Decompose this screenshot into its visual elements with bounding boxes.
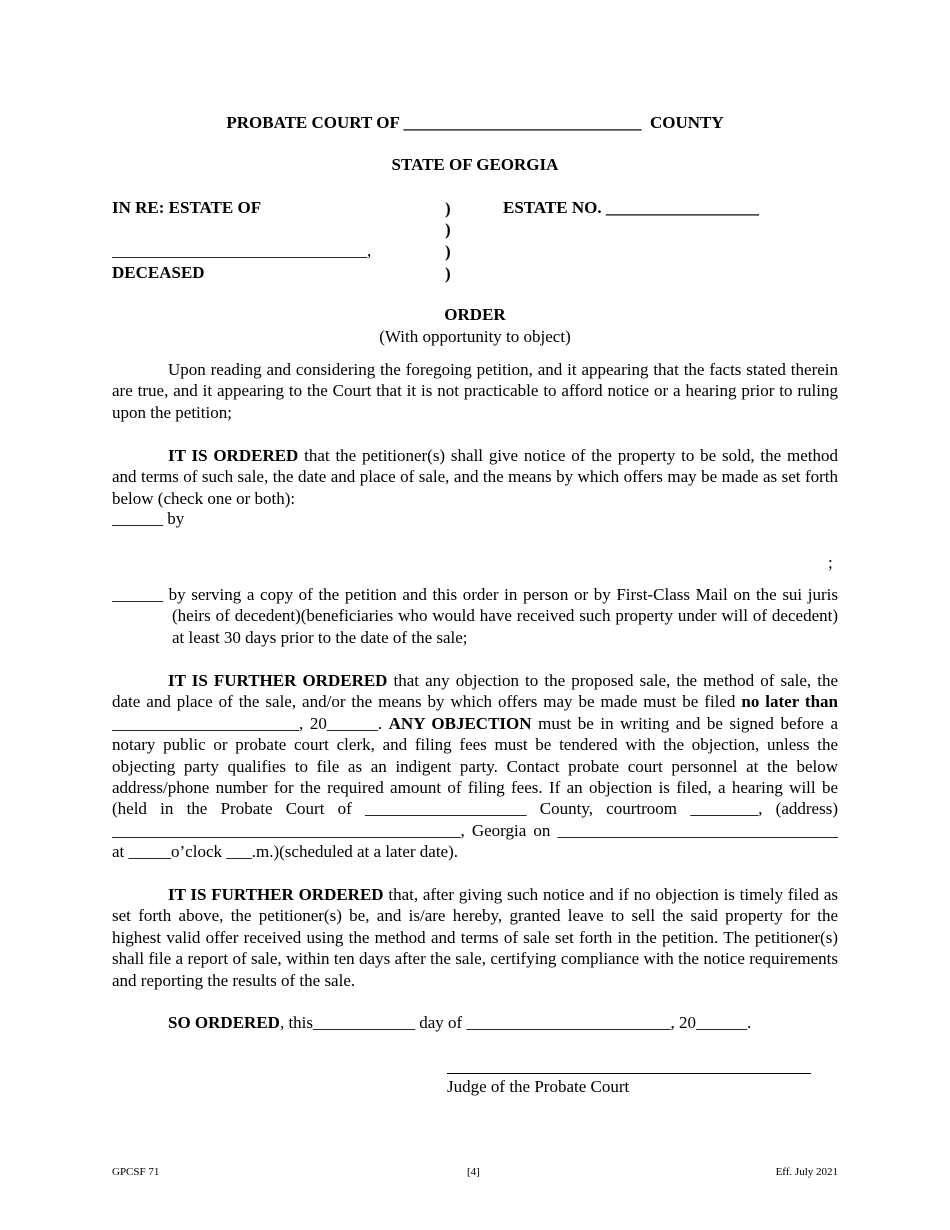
- county-blank[interactable]: ____________________________: [403, 113, 642, 132]
- paragraph-objection: IT IS FURTHER ORDERED that any objection to the proposed sale, the method of sale, the date and place of the sale, and/or the means by which offers may be made must be filed no later than ______________________, 20______. ANY OBJECTION must be in writing and be signed before a notary public or probate court clerk, and filing fees must be tendered with the objection, unless the objecting party qualifies to file as an indigent party. Contact probate court personnel at the below address/phone number for the required amount of filing fees. If an objection is filed, a hearing will be (held in the Probate Court of ___________________ County, courtroom ________, (address) _________________________________________, Georgia on _________________________________ at _____o’clock ___.m.)(scheduled at a later date).: [112, 671, 839, 862]
- order-title: ORDER: [444, 305, 506, 324]
- court-header: PROBATE COURT OF ____________________________ COUNTY: [226, 113, 724, 132]
- estate-no: ESTATE NO. __________________: [503, 198, 759, 217]
- option-by-checkbox-line[interactable]: ______ by: [112, 509, 185, 528]
- option-serving-copy[interactable]: ______ by serving a copy of the petition and this order in person or by First-Class Mail on the sui juris (heirs of decedent)(beneficiaries who would have received such property under will of decedent) at least 30 days prior to the date of the sale;: [112, 585, 838, 647]
- decedent-name-blank[interactable]: ______________________________,: [112, 241, 372, 260]
- judge-signature-label: Judge of the Probate Court: [447, 1077, 630, 1096]
- caption-paren: ): [445, 242, 451, 261]
- order-subtitle: (With opportunity to object): [379, 327, 571, 346]
- form-id: GPCSF 71: [112, 1166, 160, 1178]
- signature-line[interactable]: [447, 1073, 811, 1074]
- paragraph-leave-to-sell: IT IS FURTHER ORDERED that, after giving such notice and if no objection is timely filed as set forth above, the petitioner(s) be, and is/are hereby, granted leave to sell the said property for the highest valid offer received using the method and terms of sale set forth in the petition. The petitioner(s) shall file a report of sale, within ten days after the sale, certifying compliance with the notice requirements and reporting the results of the sale.: [112, 885, 838, 990]
- paragraph-findings: Upon reading and considering the foregoing petition, and it appearing that the facts stated therein are true, and it appearing to the Court that it is not practicable to afford notice or a hearing prior to ruling upon the petition;: [112, 360, 838, 422]
- page-number: [4]: [467, 1166, 480, 1178]
- deceased-label: DECEASED: [112, 263, 205, 282]
- estate-no-blank[interactable]: __________________: [605, 198, 759, 217]
- caption-paren: ): [445, 264, 451, 283]
- paragraph-ordered: IT IS ORDERED that the petitioner(s) shall give notice of the property to be sold, the method and terms of such sale, the date and place of sale, and the means by which offers may be made as set forth below (check one or both):: [112, 446, 838, 508]
- option-semicolon: ;: [828, 553, 833, 572]
- so-ordered-line[interactable]: SO ORDERED, this____________ day of ________________________, 20______.: [168, 1013, 752, 1032]
- caption-paren: ): [445, 220, 451, 239]
- effective-date: Eff. July 2021: [775, 1166, 838, 1178]
- state-title: STATE OF GEORGIA: [391, 155, 559, 174]
- caption-paren: ): [445, 199, 451, 218]
- in-re-label: IN RE: ESTATE OF: [112, 198, 262, 217]
